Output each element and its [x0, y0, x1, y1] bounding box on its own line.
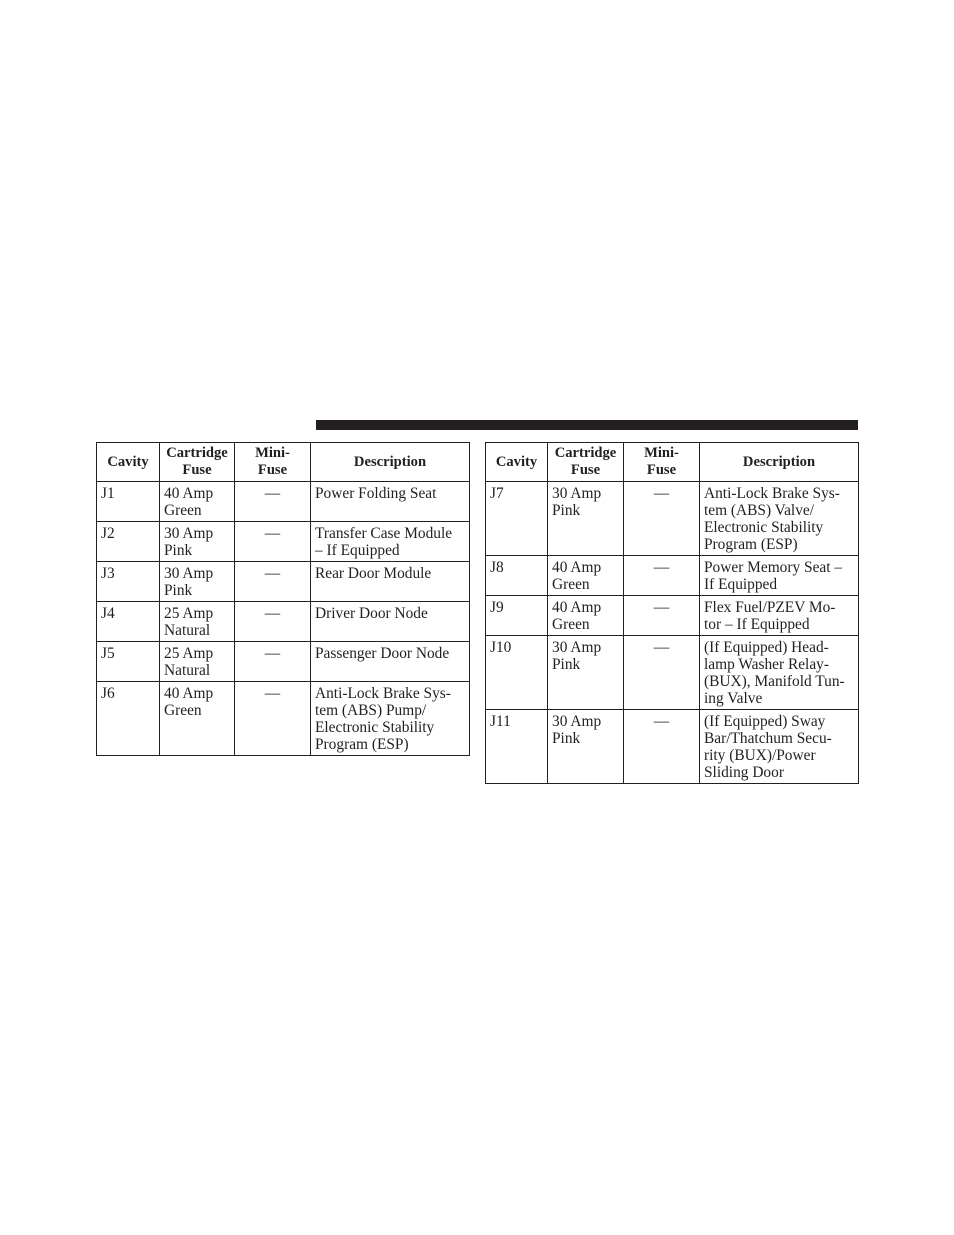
table-header-row	[486, 443, 859, 482]
cartridge-cell: 25 Amp Natural	[160, 602, 235, 642]
description-cell: Anti-Lock Brake Sys- tem (ABS) Pump/ Electronic Stability Program (ESP)	[311, 682, 470, 756]
cavity-cell: J2	[97, 522, 160, 562]
table-row	[97, 602, 470, 642]
table-row	[486, 482, 859, 556]
mini-fuse-cell: —	[624, 556, 700, 596]
table-row	[486, 596, 859, 636]
header-cartridge-fuse: Cartridge Fuse	[160, 443, 235, 482]
cartridge-cell: 40 Amp Green	[548, 556, 624, 596]
mini-fuse-cell: —	[235, 602, 311, 642]
cavity-cell: J5	[97, 642, 160, 682]
description-cell: (If Equipped) Head- lamp Washer Relay- (BUX), Manifold Tun- ing Valve	[700, 636, 859, 710]
cartridge-cell: 30 Amp Pink	[548, 636, 624, 710]
cavity-cell: J8	[486, 556, 548, 596]
mini-fuse-cell: —	[235, 482, 311, 522]
description-cell: Anti-Lock Brake Sys- tem (ABS) Valve/ Electronic Stability Program (ESP)	[700, 482, 859, 556]
fuse-table-left	[96, 442, 470, 756]
header-cartridge-fuse: Cartridge Fuse	[548, 443, 624, 482]
mini-fuse-cell: —	[624, 482, 700, 556]
table-row	[97, 642, 470, 682]
mini-fuse-cell: —	[235, 682, 311, 756]
header-cavity: Cavity	[486, 443, 548, 482]
description-cell: Flex Fuel/PZEV Mo- tor – If Equipped	[700, 596, 859, 636]
fuse-table-right	[485, 442, 859, 784]
table-row	[97, 482, 470, 522]
description-cell: Rear Door Module	[311, 562, 470, 602]
description-cell: Driver Door Node	[311, 602, 470, 642]
mini-fuse-cell: —	[624, 636, 700, 710]
header-cavity: Cavity	[97, 443, 160, 482]
cartridge-cell: 40 Amp Green	[160, 682, 235, 756]
table-header-row	[97, 443, 470, 482]
cartridge-cell: 40 Amp Green	[160, 482, 235, 522]
cavity-cell: J7	[486, 482, 548, 556]
mini-fuse-cell: —	[235, 642, 311, 682]
description-cell: Power Folding Seat	[311, 482, 470, 522]
header-mini-fuse: Mini- Fuse	[235, 443, 311, 482]
mini-fuse-cell: —	[235, 562, 311, 602]
header-description: Description	[311, 443, 470, 482]
cavity-cell: J1	[97, 482, 160, 522]
cartridge-cell: 25 Amp Natural	[160, 642, 235, 682]
table-row	[97, 562, 470, 602]
mini-fuse-cell: —	[624, 710, 700, 784]
cavity-cell: J4	[97, 602, 160, 642]
table-row	[486, 710, 859, 784]
cartridge-cell: 30 Amp Pink	[160, 562, 235, 602]
mini-fuse-cell: —	[624, 596, 700, 636]
description-cell: Passenger Door Node	[311, 642, 470, 682]
description-cell: (If Equipped) Sway Bar/Thatchum Secu- rity (BUX)/Power Sliding Door	[700, 710, 859, 784]
table-row	[486, 636, 859, 710]
cavity-cell: J3	[97, 562, 160, 602]
mini-fuse-cell: —	[235, 522, 311, 562]
section-header-bar	[316, 420, 858, 430]
cavity-cell: J6	[97, 682, 160, 756]
table-row	[486, 556, 859, 596]
description-cell: Power Memory Seat – If Equipped	[700, 556, 859, 596]
cavity-cell: J10	[486, 636, 548, 710]
cartridge-cell: 30 Amp Pink	[548, 710, 624, 784]
cartridge-cell: 40 Amp Green	[548, 596, 624, 636]
cartridge-cell: 30 Amp Pink	[548, 482, 624, 556]
cartridge-cell: 30 Amp Pink	[160, 522, 235, 562]
description-cell: Transfer Case Module – If Equipped	[311, 522, 470, 562]
table-row	[97, 682, 470, 756]
cavity-cell: J9	[486, 596, 548, 636]
header-mini-fuse: Mini- Fuse	[624, 443, 700, 482]
header-description: Description	[700, 443, 859, 482]
table-row	[97, 522, 470, 562]
cavity-cell: J11	[486, 710, 548, 784]
